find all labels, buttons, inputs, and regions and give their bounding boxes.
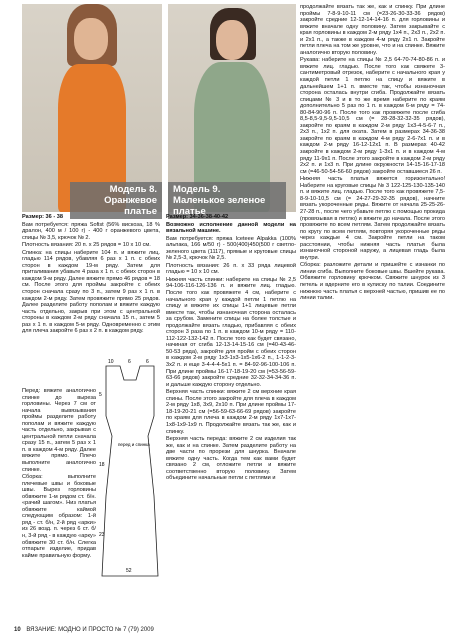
model9-assembly: Сборка: разложите детали и пришейте с изнанки по линии сгиба. Выполните боковые швы. Вшейте рукава. Обвяжите горловину крючком. Свяжите шнурок из 3 петель и вдерните его в кулиску по талии. Соедините нижнюю часть платья с верхней частью, пришив ее по линии талии. xyxy=(300,262,445,302)
pattern-label-top-2: 6 xyxy=(146,359,149,365)
face-shape xyxy=(216,20,248,60)
model9-sleeves: Рукава: наберите на спицы № 2,5 64-70-74-80-86 п. и вяжите лиц. гладью. После того как свяжете 3-сантиметровый отрезок, наберите с начального края у каждой петли 1 петлю на спицу и вяжите в дальнейшем 1+1 п. вместе так, чтобы изнаночная сторона осталась внутри сгиба. Продолжайте вязать спицами № 3 и в то же время наберите по краям дополнительно 5 раз по 1 п. в каждом 6-м ряду = 74-80-84-90-96 п. После того как провяжете после сгиба 8,5-8,5-9,5-9,5-10,5 см (= 28-28-32-32-35 рядов), закройте по краям в каждом 2-м ряду 1х3-4-5-6-7 п., 2х3 п., 1х2 п. для оката. Затем в размерах 34-36-38 закройте по краям в каждом 4-м ряду 2-6-7х1 п. и в каждом 2-м ряду 16-12-12х1 п. В размерах 40-42 закройте в каждом 2-м ряду 1-3х1 п. и в каждом 4-м ряду 11-9х1 п. После этого закройте в каждом 2-м ряду 2х2 п. и 1х3 п. При длине окружности 14-15-16-17-18 см (=46-50-54-56-60 рядов) закройте оставшиеся 26 п. xyxy=(300,57,445,175)
model8-instructions xyxy=(22,214,160,335)
model8-title: Модель 8. xyxy=(109,184,157,195)
model9-upper-front: Верхняя часть переда: вяжите 2 см изделия так же, как и на спинке. Затем разделите работу на две части по прорези для шнурка. Вначале вяжите одну часть. Когда тем как вами будет связано 2 см, отложите петли и вяжите соответственно вторую половину. Затем объедините начальные петли с петлями и xyxy=(166,436,296,482)
model8-density: Плотность вязания: 20 п. х 25 рядов = 10 х 10 см. xyxy=(22,242,151,249)
model9-title: Модель 9. xyxy=(173,184,221,195)
pattern-label-top-0: 10 xyxy=(108,359,114,365)
model9-skill: Возможно исполнение данной модели на вязальной машине. xyxy=(166,221,296,235)
pattern-label-left-0: 5 xyxy=(99,392,102,398)
page-footer xyxy=(14,627,154,633)
pattern-label-bottom: 52 xyxy=(126,568,132,574)
model8-instructions-cont xyxy=(22,388,96,580)
model8-subtitle: Оранжевое платье xyxy=(104,195,157,217)
page-number: 10 xyxy=(14,627,21,633)
model9-size: Размер: 34-36-38-40-42 xyxy=(166,214,229,220)
pattern-outline xyxy=(102,366,158,576)
model9-upper-back: Верхняя часть спинки: вяжите 2 см верхние края спины. После этого закройте для плеча в каждом 2-м ряду 1х8, 3х9, 2х10 п. При длине проймы 17-18-19-20-21 см (=56-59-63-66-69 рядов) закройте по краям для плеча в каждом 2-м ряду 1х7-1х7-1х8-1х9-1х9 п. Продолжайте вязать так же, как и спинку. xyxy=(166,389,296,435)
model9-subtitle: Маленькое зеленое платье xyxy=(173,195,266,217)
magazine-name: ВЯЗАНИЕ: МОДНО И ПРОСТО № 7 (79) 2009 xyxy=(26,627,154,633)
model8-materials: Вам потребуется: пряжа Sofist (56% вискоза, 18 % дралон, 400 м / 100 г) - 400 г оранжевого цвета, спицы № 3,5, крючок № 2. xyxy=(22,221,160,241)
model9-photo xyxy=(168,4,296,217)
pattern-label-top-1: 6 xyxy=(128,359,131,365)
model8-size: Размер: 36 - 38 xyxy=(22,214,63,220)
model9-instructions-cont xyxy=(300,4,445,584)
pattern-label-left-1: 18 xyxy=(99,462,105,468)
model9-lower-back: Нижняя часть спинки: наберите на спицы № 2,5 94-106-116-126-136 п. и вяжите лиц. гладью. После того как провяжете 4 см, наберите с начального края у каждой петли 1 петлю на спицу и вяжите их спицы 1+1 лицевые петли вместе так, чтобы изнаночная сторона осталась за срубом. Замените спицы на более толстые и продолжайте вязать гладью, прибавляя с обеих сторон 3 раза по 1 п. в каждом 10-м ряду = 110-112-122-132-142 п. После того как будет связано, начиная от сгиба 12-13-14-15-16 см (=40-43-46-50-53 ряда), закройте для пройм с обеих сторон в каждом 2-м ряду 1х3-1х3-1х5-1х6-2 п., 1-1-2-3-3х2 п. и еще 3-4-4-4-5х1 п. = 84-92-96-100-106 п. При длине проймы 16-17-18-19-20 см (=53-56-59-63-66 рядов) закройте средние 32-32-34-34-36 п. и дальше каждую сторону отдельно. xyxy=(166,276,296,388)
pattern-label-left-2: 23 xyxy=(99,532,105,538)
model9-density: Плотность вязания: 26 п. х 33 ряда лицевой гладью = 10 х 10 см. xyxy=(166,262,296,276)
model8-assembly: Сборка: выполните плечевые швы и боковые швы. Вырез горловины обвяжите 1-м рядом ст. б/н. «рачий шагом». Низ платья обвяжите каймой следующим образом: 1-й ряд - ст. б/н, 2-й ряд «арки» из 26 возд. п. через 6 ст. б/н, 3-й ряд - в каждую «арку» обвяжите 30 ст. б/н. Слегка отпарьте изделие, придав кайме правильную форму. xyxy=(22,474,96,559)
model8-front: Перед: вяжите аналогично спинке до выреза горловины. Через 7 см от начала вывязывания проймы разделите работу пополам и вяжите каждую часть отдельно, закрывая с центральной петли сначала сразу 15 п., затем 5 раз х 1 п. в каждом 4-м ряду. Далее вяжите прямо. Плечо выполните аналогично спинке. xyxy=(22,388,96,473)
face-shape xyxy=(74,18,108,60)
model9-skirt: Нижняя часть платья вяжется горизонтально! Наберите на круговые спицы № 3 122-125-130-135-140 п. и вяжите лиц. гладью. После того как провяжете 7,5-8-9-10-10,5 см (= 24-27-29-32-35 рядов), начните вязать укороченные ряды. Вяжите от начала 25-25-26-27-28 п., после чего убавьте петлю с помощью прокида (провязывая в петлю) и вяжите до начала. После этого провяжите по всем петлям. Затем продолжайте вязать по кругу по всем петлям, повторяя укороченные ряды через каждые 4 см. Закройте петли на таком расстоянии, чтобы нижняя часть платья была изнаночной стороной наружу, а лицевая гладь была внутри. xyxy=(300,176,445,261)
model9-front-cont: продолжайте вязать так же, как и спинку. При длине проймы 7-8-9-10-11 см (=23-26-30-33-36 рядов) закройте средние 12-12-14-14-16 п. для горловины и вяжите вначале одну половину. Затем закрывайте с края горловины в каждом 2-м ряду 1х4 п., 2х3 п., 2х2 п. и 2х1 п., а также в каждом 4-м ряду 2х1 п. Закройте петли плеча на том же уровне, что и на спинке. Вяжите аналогично вторую половину. xyxy=(300,4,445,56)
model9-materials: Вам потребуется: пряжа Iceteee Alpakka (100% альпака, 166 м/50 г) - 500(400)450(500 г светло-зеленого цвета (1117), прямые и круговые спицы № 2,5-3, крючок № 2,5. xyxy=(166,235,296,262)
pattern-inner-label: перед и спинка xyxy=(118,442,150,447)
model9-instructions xyxy=(166,214,296,584)
model8-back: Спинка: на спицы наберите 104 п. и вяжите лиц. гладью 114 рядов, убавляя 6 раз х 1 п. с обеих сторон в каждом 19-м ряду. Затем для приталивания убавьте 4 раза х 1 п. с обеих сторон в каждом 9-м ряду. Далее вяжите прямо 46 рядов = 18 см. После этого для проймы закройте с обеих сторон сначала сразу по 3 п., затем 9 раз х 1 п. в каждом 2-м ряду. Затем провяжите прямо 25 рядов. Далее разделите работу пополам и вяжите каждую часть отдельно, закрыв при этом с центральной стороны в каждом 2-м ряду сначала 15 п., затем 5 раз х 1 п. в каждом 5-м ряду. Одновременно с этим для плеча закройте 6 раз х 2 п. в каждом ряду. xyxy=(22,249,160,335)
dress-pattern-diagram xyxy=(98,356,162,581)
